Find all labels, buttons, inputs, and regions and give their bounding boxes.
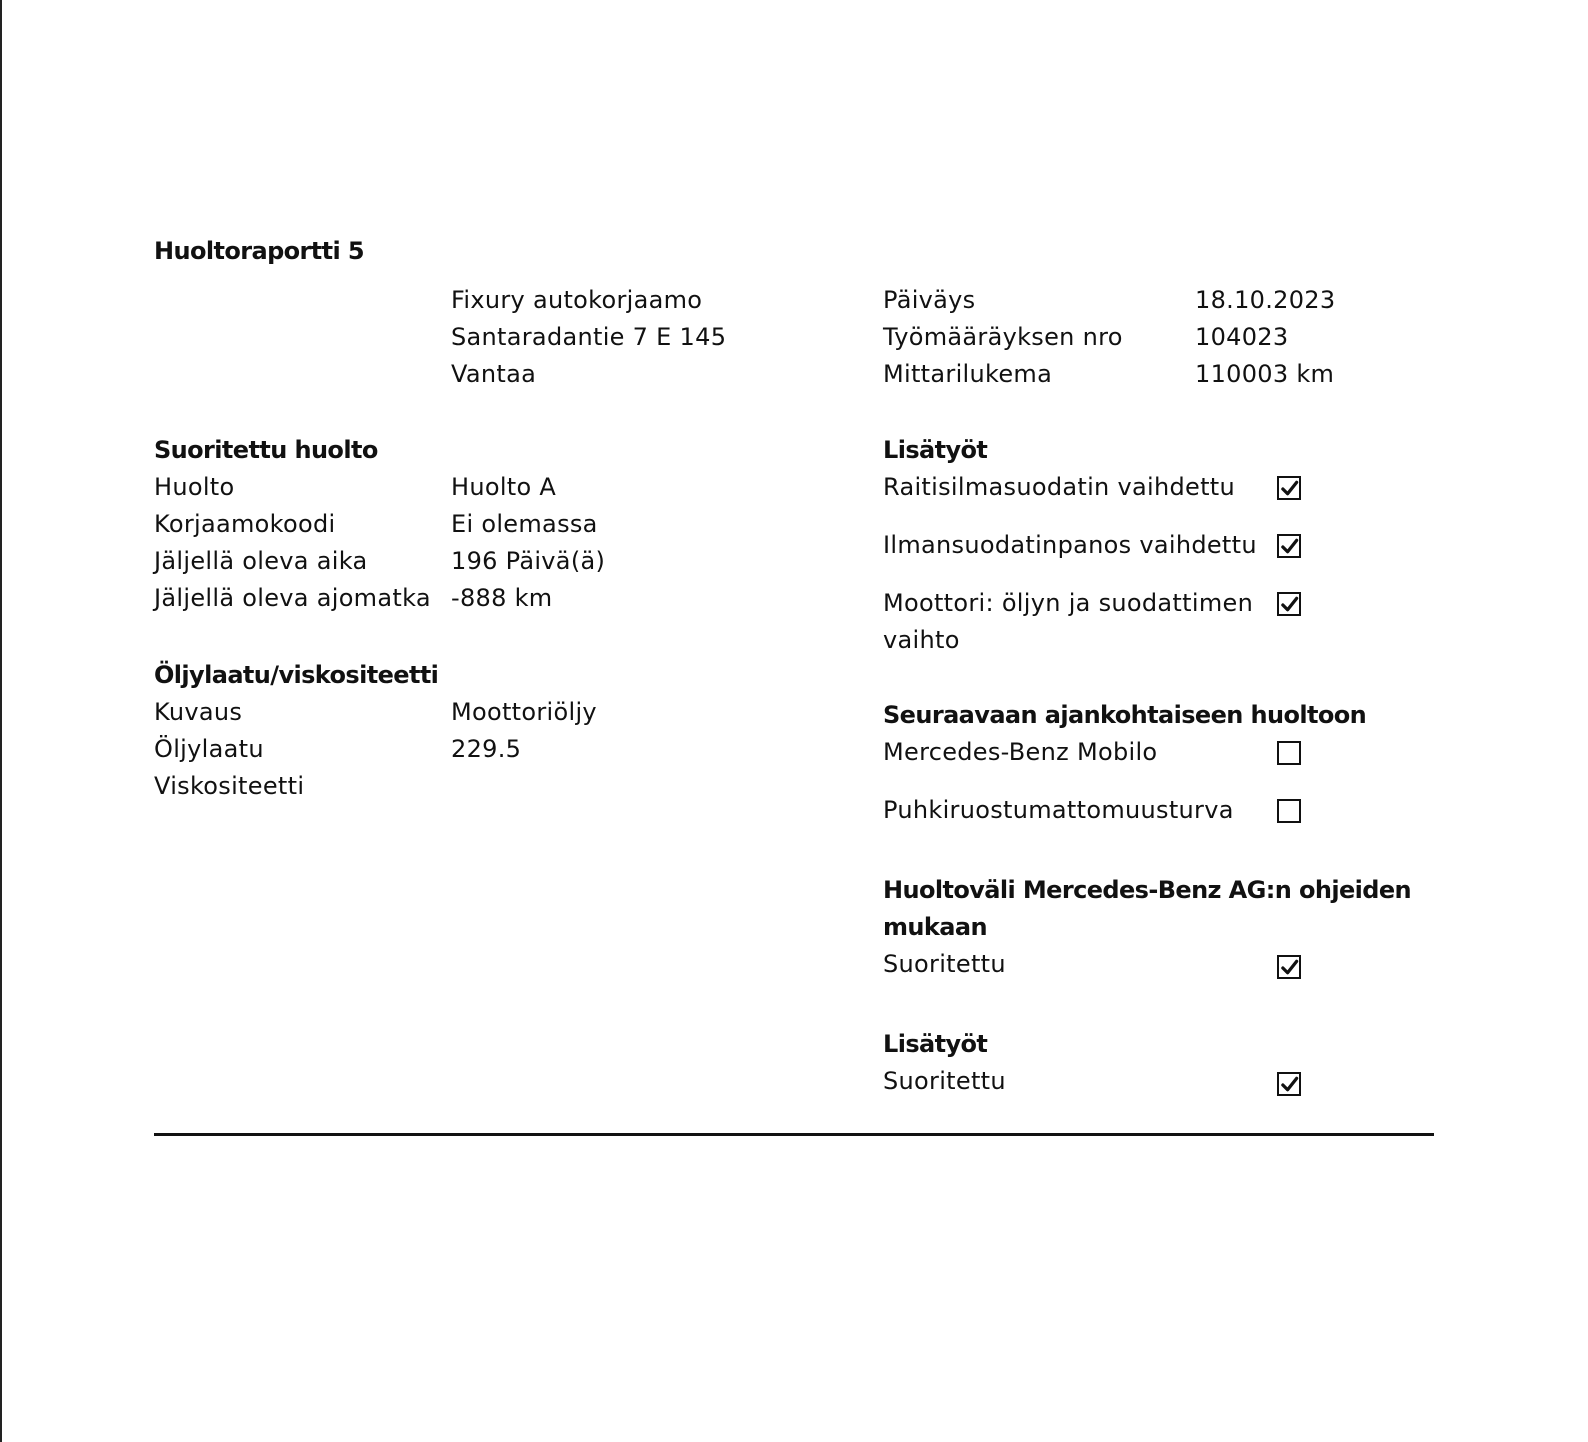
oil-quality-label: Öljylaatu — [154, 735, 264, 763]
next-service-item-label: Puhkiruostumattomuusturva — [883, 796, 1234, 824]
remaining-time-value: 196 Päivä(ä) — [451, 547, 606, 575]
air-filter-checkbox[interactable] — [1277, 534, 1301, 558]
mileage-label: Mittarilukema — [883, 360, 1053, 388]
viscosity-label: Viskositeetti — [154, 772, 305, 800]
service-heading: Suoritettu huolto — [154, 436, 378, 464]
extra-work-item-label: Ilmansuodatinpanos vaihdettu — [883, 531, 1257, 559]
workshop-street: Santaradantie 7 E 145 — [451, 323, 727, 351]
workshop-code-value: Ei olemassa — [451, 510, 598, 538]
interval-completed-checkbox[interactable] — [1277, 955, 1301, 979]
page-left-border — [0, 0, 2, 1442]
next-service-item-label: Mercedes-Benz Mobilo — [883, 738, 1158, 766]
service-type-value: Huolto A — [451, 473, 557, 501]
work-order-value: 104023 — [1195, 323, 1289, 351]
checkmark-icon — [1280, 537, 1299, 556]
checkmark-icon — [1280, 595, 1299, 614]
oil-quality-value: 229.5 — [451, 735, 522, 763]
oil-description-label: Kuvaus — [154, 698, 243, 726]
extra-work-item-label-continued: vaihto — [883, 626, 960, 654]
next-service-heading: Seuraavaan ajankohtaiseen huoltoon — [883, 701, 1367, 729]
interval-heading: Huoltoväli Mercedes-Benz AG:n ohjeiden — [883, 876, 1412, 904]
date-label: Päiväys — [883, 286, 976, 314]
extra-work-2-item-label: Suoritettu — [883, 1067, 1006, 1095]
remaining-distance-label: Jäljellä oleva ajomatka — [154, 584, 431, 612]
report-title: Huoltoraportti 5 — [154, 237, 365, 265]
extra-work-item-label: Moottori: öljyn ja suodattimen — [883, 589, 1254, 617]
date-value: 18.10.2023 — [1195, 286, 1336, 314]
checkmark-icon — [1280, 1075, 1299, 1094]
workshop-name: Fixury autokorjaamo — [451, 286, 703, 314]
workshop-code-label: Korjaamokoodi — [154, 510, 336, 538]
interval-item-label: Suoritettu — [883, 950, 1006, 978]
oil-heading: Öljylaatu/viskositeetti — [154, 661, 439, 689]
extra-work-heading: Lisätyöt — [883, 436, 988, 464]
remaining-time-label: Jäljellä oleva aika — [154, 547, 368, 575]
extra-work-item-label: Raitisilmasuodatin vaihdettu — [883, 473, 1236, 501]
extra-work-2-heading: Lisätyöt — [883, 1030, 988, 1058]
checkmark-icon — [1280, 958, 1299, 977]
rust-protection-checkbox[interactable] — [1277, 799, 1301, 823]
mileage-value: 110003 km — [1195, 360, 1335, 388]
oil-description-value: Moottoriöljy — [451, 698, 597, 726]
interval-heading-continued: mukaan — [883, 913, 987, 941]
extra-work-completed-checkbox[interactable] — [1277, 1072, 1301, 1096]
service-type-label: Huolto — [154, 473, 235, 501]
workshop-city: Vantaa — [451, 360, 537, 388]
checkmark-icon — [1280, 479, 1299, 498]
section-divider — [154, 1133, 1434, 1136]
cabin-filter-checkbox[interactable] — [1277, 476, 1301, 500]
oil-change-checkbox[interactable] — [1277, 592, 1301, 616]
mobilo-checkbox[interactable] — [1277, 741, 1301, 765]
remaining-distance-value: -888 km — [451, 584, 553, 612]
work-order-label: Työmääräyksen nro — [883, 323, 1123, 351]
